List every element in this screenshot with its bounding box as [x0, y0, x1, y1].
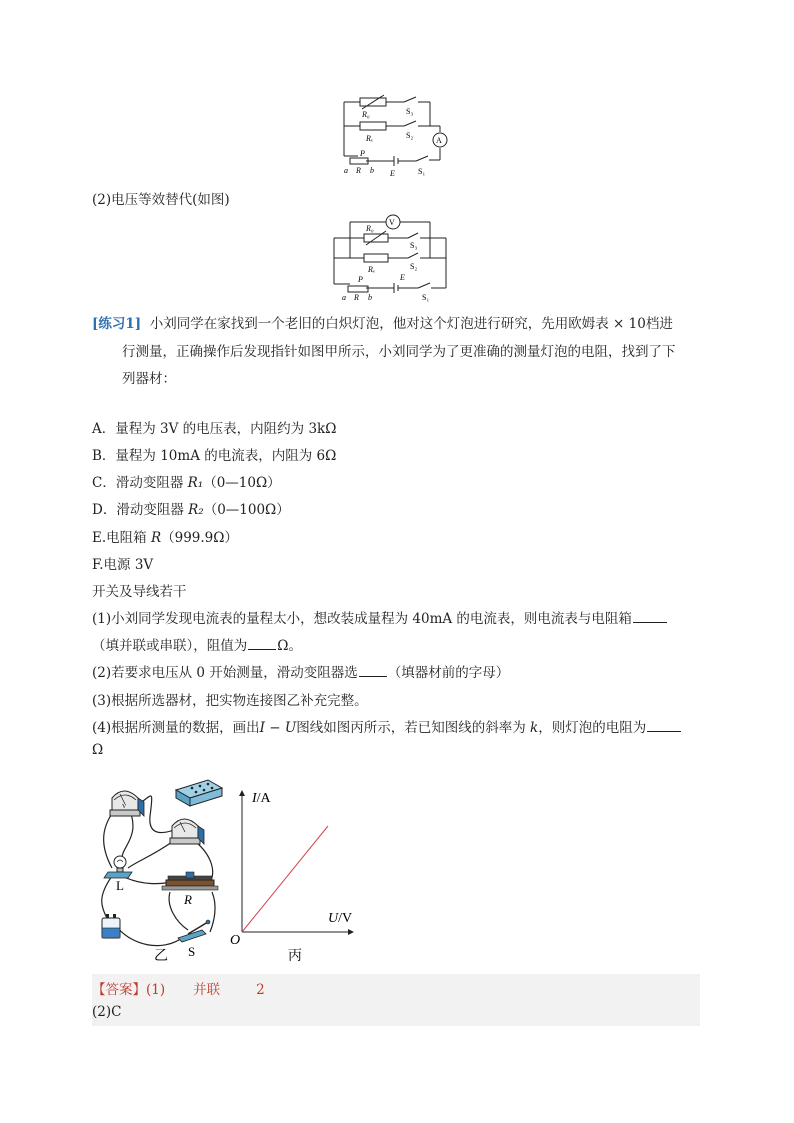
answer-1-value: 2 [256, 982, 265, 998]
question-4 [92, 716, 682, 736]
answer-row-2 [92, 1000, 700, 1026]
label-b-2: b [368, 293, 372, 302]
x-axis-arrow-icon [348, 929, 354, 935]
circuit-diagram-voltmeter [330, 212, 454, 302]
label-e-2: E [400, 273, 405, 282]
figure-yi-label: 乙 [154, 949, 168, 962]
option-f: F.电源 3V [92, 557, 154, 573]
label-rx: Rₓ [366, 134, 374, 143]
circuit-diagram-ammeter [336, 94, 452, 180]
y-axis-arrow-icon [239, 790, 245, 796]
label-r0: R₀ [362, 110, 370, 119]
i-u-line [242, 826, 328, 932]
option-e [92, 526, 238, 546]
rheostat-label: R [184, 892, 192, 907]
option-d [92, 498, 290, 518]
answer-blank-4 [647, 719, 681, 732]
label-e: E [390, 169, 395, 178]
x-axis-label: U/V [328, 911, 353, 926]
question-1-text-b: （填并联或串联），阻值为 [92, 638, 248, 654]
answer-blank-1a [633, 610, 667, 623]
origin-label: O [230, 933, 241, 948]
label-s2-2: S₂ [410, 262, 418, 271]
voltmeter-letter: V [122, 804, 127, 810]
exercise-tag: [练习1] [92, 316, 142, 332]
exercise-intro-2: 行测量，正确操作后发现指针如图甲所示，小刘同学为了更准确的测量灯泡的电阻，找到了下 [122, 344, 676, 360]
label-s2: S₂ [406, 131, 414, 140]
question-2 [92, 661, 509, 681]
option-a: A．量程为 3V 的电压表，内阻约为 3kΩ [92, 421, 337, 437]
question-1a [92, 607, 668, 627]
switch-icon [178, 920, 210, 942]
option-d-prefix: D．滑动变阻器 [92, 502, 189, 518]
ammeter-icon [170, 819, 204, 844]
option-c [92, 471, 281, 491]
question-4-text-c: ，则灯泡的电阻为 [538, 720, 647, 736]
label-s1-2: S₁ [422, 293, 430, 302]
question-1-text: (1)小刘同学发现电流表的量程太小，想改装成量程为 40mA 的电流表，则电流表与电阻箱 [92, 611, 632, 627]
option-d-var: R₂ [188, 502, 204, 518]
answer-2: (2)C [92, 1004, 122, 1020]
question-4-k: k [530, 720, 539, 736]
answer-line-1 [92, 978, 265, 998]
label-s3: S₃ [406, 107, 414, 116]
label-s1: S₁ [418, 167, 426, 176]
resistance-box-icon [176, 780, 222, 806]
label-r0-2: R₀ [366, 224, 374, 233]
label-a: a [344, 166, 348, 175]
question-4-text: (4)根据所测量的数据，画出 [92, 720, 260, 736]
switches-note: 开关及导线若干 [92, 584, 187, 600]
answer-blank-1b [248, 637, 276, 650]
option-e-prefix: E.电阻箱 [92, 530, 151, 546]
figure-bing-graph [226, 774, 356, 966]
voltmeter-icon [110, 791, 144, 816]
option-c-range: （0—10Ω） [203, 475, 281, 491]
option-b: B．量程为 10mA 的电流表，内阻为 6Ω [92, 448, 337, 464]
switch-label: S [188, 944, 196, 959]
option-d-range: （0—100Ω） [203, 502, 290, 518]
label-r-2: R [354, 293, 359, 302]
label-ammeter: A [436, 136, 442, 145]
label-a-2: a [342, 293, 346, 302]
figure-bing-label: 丙 [288, 949, 302, 964]
option-e-range: （999.9Ω） [161, 530, 238, 546]
exercise-intro-3: 列器材： [122, 371, 176, 387]
question-2-text: (2)若要求电压从 0 开始测量，滑动变阻器选 [92, 665, 358, 681]
option-e-var: R [150, 530, 162, 546]
question-2-hint: （填器材前的字母） [387, 665, 510, 681]
option-c-prefix: C．滑动变阻器 [92, 475, 188, 491]
figure-yi-apparatus [92, 776, 232, 962]
rheostat-icon [162, 872, 218, 890]
y-axis-label: I/A [252, 791, 271, 806]
answer-1-num: (1) [146, 982, 166, 998]
label-b: b [370, 166, 374, 175]
exercise-intro-line1 [92, 312, 673, 332]
label-s3-2: S₃ [410, 241, 418, 250]
label-r: R [356, 166, 361, 175]
exercise-intro-1: 小刘同学在家找到一个老旧的白炽灯泡，他对这个灯泡进行研究，先用欧姆表 × 10档进 [149, 316, 673, 332]
question-1b [92, 634, 302, 654]
question-4-text-b: 图线如图丙所示，若已知图线的斜率为 [296, 720, 531, 736]
answer-1-text: 并联 [193, 982, 221, 998]
label-p: P [360, 149, 365, 158]
answer-tag: 【答案】 [92, 982, 146, 998]
lamp-label: L [116, 878, 124, 893]
answer-blank-2 [359, 664, 387, 677]
label-voltmeter: V [389, 218, 395, 227]
question-3: (3)根据所选器材，把实物连接图乙补充完整。 [92, 693, 368, 709]
section-2-title: (2)电压等效替代(如图) [92, 192, 230, 208]
question-4-var: I − U [259, 720, 297, 736]
option-c-var: R₁ [187, 475, 204, 491]
question-1-unit: Ω。 [277, 638, 302, 654]
battery-icon [102, 914, 120, 938]
label-rx-2: Rₓ [368, 265, 376, 274]
label-p-2: P [358, 275, 363, 284]
question-4-unit: Ω [92, 742, 104, 758]
